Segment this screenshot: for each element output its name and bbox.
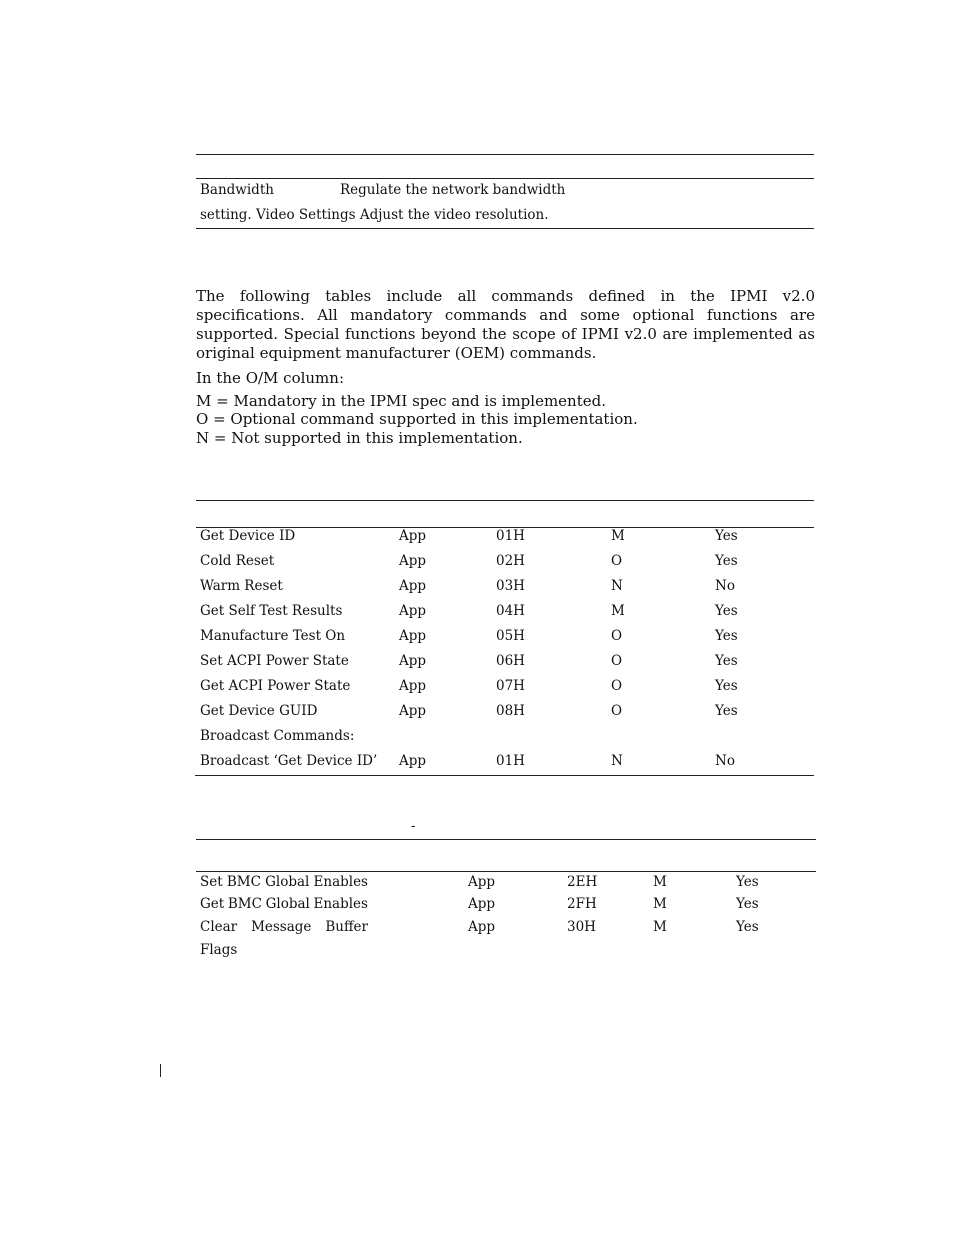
- table2-command-name: [200, 919, 368, 935]
- table2-command-name: [200, 896, 368, 912]
- table2-netfn: App: [468, 919, 496, 935]
- table1-om-flag: O: [611, 653, 623, 669]
- table1-command-name: Get Device ID: [200, 528, 296, 544]
- table1-command-code: 08H: [496, 703, 525, 719]
- table1-command-code: 07H: [496, 678, 525, 694]
- table1-support-status: Yes: [715, 603, 738, 619]
- table1-command-name: Cold Reset: [200, 553, 275, 569]
- om-heading: In the O/M column:: [196, 369, 344, 387]
- table1-command-name: Broadcast ‘Get Device ID’: [200, 753, 378, 769]
- table1-command-code: 06H: [496, 653, 525, 669]
- table1-command-name: Set ACPI Power State: [200, 653, 349, 669]
- table1-rule-bottom: [195, 775, 814, 776]
- table2-om-flag: M: [653, 896, 667, 912]
- table2-support-status: Yes: [736, 896, 759, 912]
- table1-support-status: Yes: [715, 678, 738, 694]
- intro-paragraph: The following tables include all commands defined in the IPMI v2.0 specifications. All mandatory commands and some optional functions are supported. Special functions beyond the scope of IPMI v2.0 are implemented as original equipment manufacturer (OEM) commands.: [196, 287, 815, 362]
- table2-command-name-word: Get: [200, 896, 225, 912]
- table1-netfn: App: [399, 578, 427, 594]
- table1-netfn: App: [399, 703, 427, 719]
- table1-netfn: App: [399, 528, 427, 544]
- table1-command-name: Get Device GUID: [200, 703, 318, 719]
- table2-rule-top: [196, 839, 816, 840]
- top-table-cell-continuation: setting. Video Settings Adjust the video resolution.: [200, 207, 549, 223]
- table2-command-name-word: Set: [200, 874, 223, 890]
- table1-om-flag: O: [611, 628, 623, 644]
- table1-netfn: App: [399, 753, 427, 769]
- table1-support-status: Yes: [715, 653, 738, 669]
- table1-command-code: 02H: [496, 553, 525, 569]
- table1-support-status: Yes: [715, 703, 738, 719]
- top-table-cell-bandwidth-desc: Regulate the network bandwidth: [340, 182, 566, 198]
- table2-command-code: 30H: [567, 919, 596, 935]
- table1-command-name: Warm Reset: [200, 578, 283, 594]
- table1-rule-top: [196, 500, 814, 501]
- table2-command-name: [200, 874, 368, 890]
- table2-command-name-word: Message: [251, 919, 312, 935]
- table2-om-flag: M: [653, 874, 667, 890]
- table1-command-code: 03H: [496, 578, 525, 594]
- table2-support-status: Yes: [736, 919, 759, 935]
- table1-support-status: Yes: [715, 628, 738, 644]
- table1-command-name: Get ACPI Power State: [200, 678, 351, 694]
- table2-om-flag: M: [653, 919, 667, 935]
- table1-support-status: No: [715, 578, 735, 594]
- table1-support-status: Yes: [715, 528, 738, 544]
- table1-om-flag: M: [611, 603, 625, 619]
- table2-caption-mark: -: [411, 818, 416, 834]
- table1-om-flag: O: [611, 703, 623, 719]
- top-table-rule-bottom: [196, 228, 814, 229]
- table2-rule-header: [196, 871, 816, 872]
- legend-not-supported: N = Not supported in this implementation.: [196, 429, 523, 447]
- table1-command-code: 05H: [496, 628, 525, 644]
- top-table-rule-header: [196, 178, 814, 179]
- table1-om-flag: N: [611, 753, 623, 769]
- table1-command-name: Broadcast Commands:: [200, 728, 355, 744]
- table1-om-flag: M: [611, 528, 625, 544]
- table1-om-flag: O: [611, 553, 623, 569]
- table1-command-code: 04H: [496, 603, 525, 619]
- table1-om-flag: O: [611, 678, 623, 694]
- margin-change-bar: [160, 1064, 161, 1077]
- table1-command-name: Manufacture Test On: [200, 628, 346, 644]
- legend-mandatory: M = Mandatory in the IPMI spec and is implemented.: [196, 392, 606, 410]
- table2-netfn: App: [468, 874, 496, 890]
- table2-command-name-word: Clear: [200, 919, 238, 935]
- table2-command-code: 2EH: [567, 874, 598, 890]
- table1-netfn: App: [399, 678, 427, 694]
- top-table-cell-bandwidth: Bandwidth: [200, 182, 274, 198]
- table2-command-name-word: BMC: [227, 896, 262, 912]
- table1-netfn: App: [399, 603, 427, 619]
- table1-command-code: 01H: [496, 528, 525, 544]
- table2-support-status: Yes: [736, 874, 759, 890]
- table2-command-name-word: Enables: [313, 874, 368, 890]
- table2-command-name-word: Enables: [313, 896, 368, 912]
- table2-command-name-word: BMC: [226, 874, 261, 890]
- table2-command-code: 2FH: [567, 896, 597, 912]
- table2-command-name-word: Global: [265, 874, 310, 890]
- table1-command-code: 01H: [496, 753, 525, 769]
- table1-command-name: Get Self Test Results: [200, 603, 343, 619]
- table1-netfn: App: [399, 653, 427, 669]
- legend-optional: O = Optional command supported in this implementation.: [196, 410, 638, 428]
- table2-command-name-word: Buffer: [325, 919, 368, 935]
- table1-om-flag: N: [611, 578, 623, 594]
- table2-command-name-word: Global: [265, 896, 310, 912]
- table1-netfn: App: [399, 628, 427, 644]
- table2-netfn: App: [468, 896, 496, 912]
- table1-support-status: No: [715, 753, 735, 769]
- table1-support-status: Yes: [715, 553, 738, 569]
- table1-netfn: App: [399, 553, 427, 569]
- top-table-rule-top: [196, 154, 814, 155]
- table2-command-name-continuation: Flags: [200, 942, 238, 958]
